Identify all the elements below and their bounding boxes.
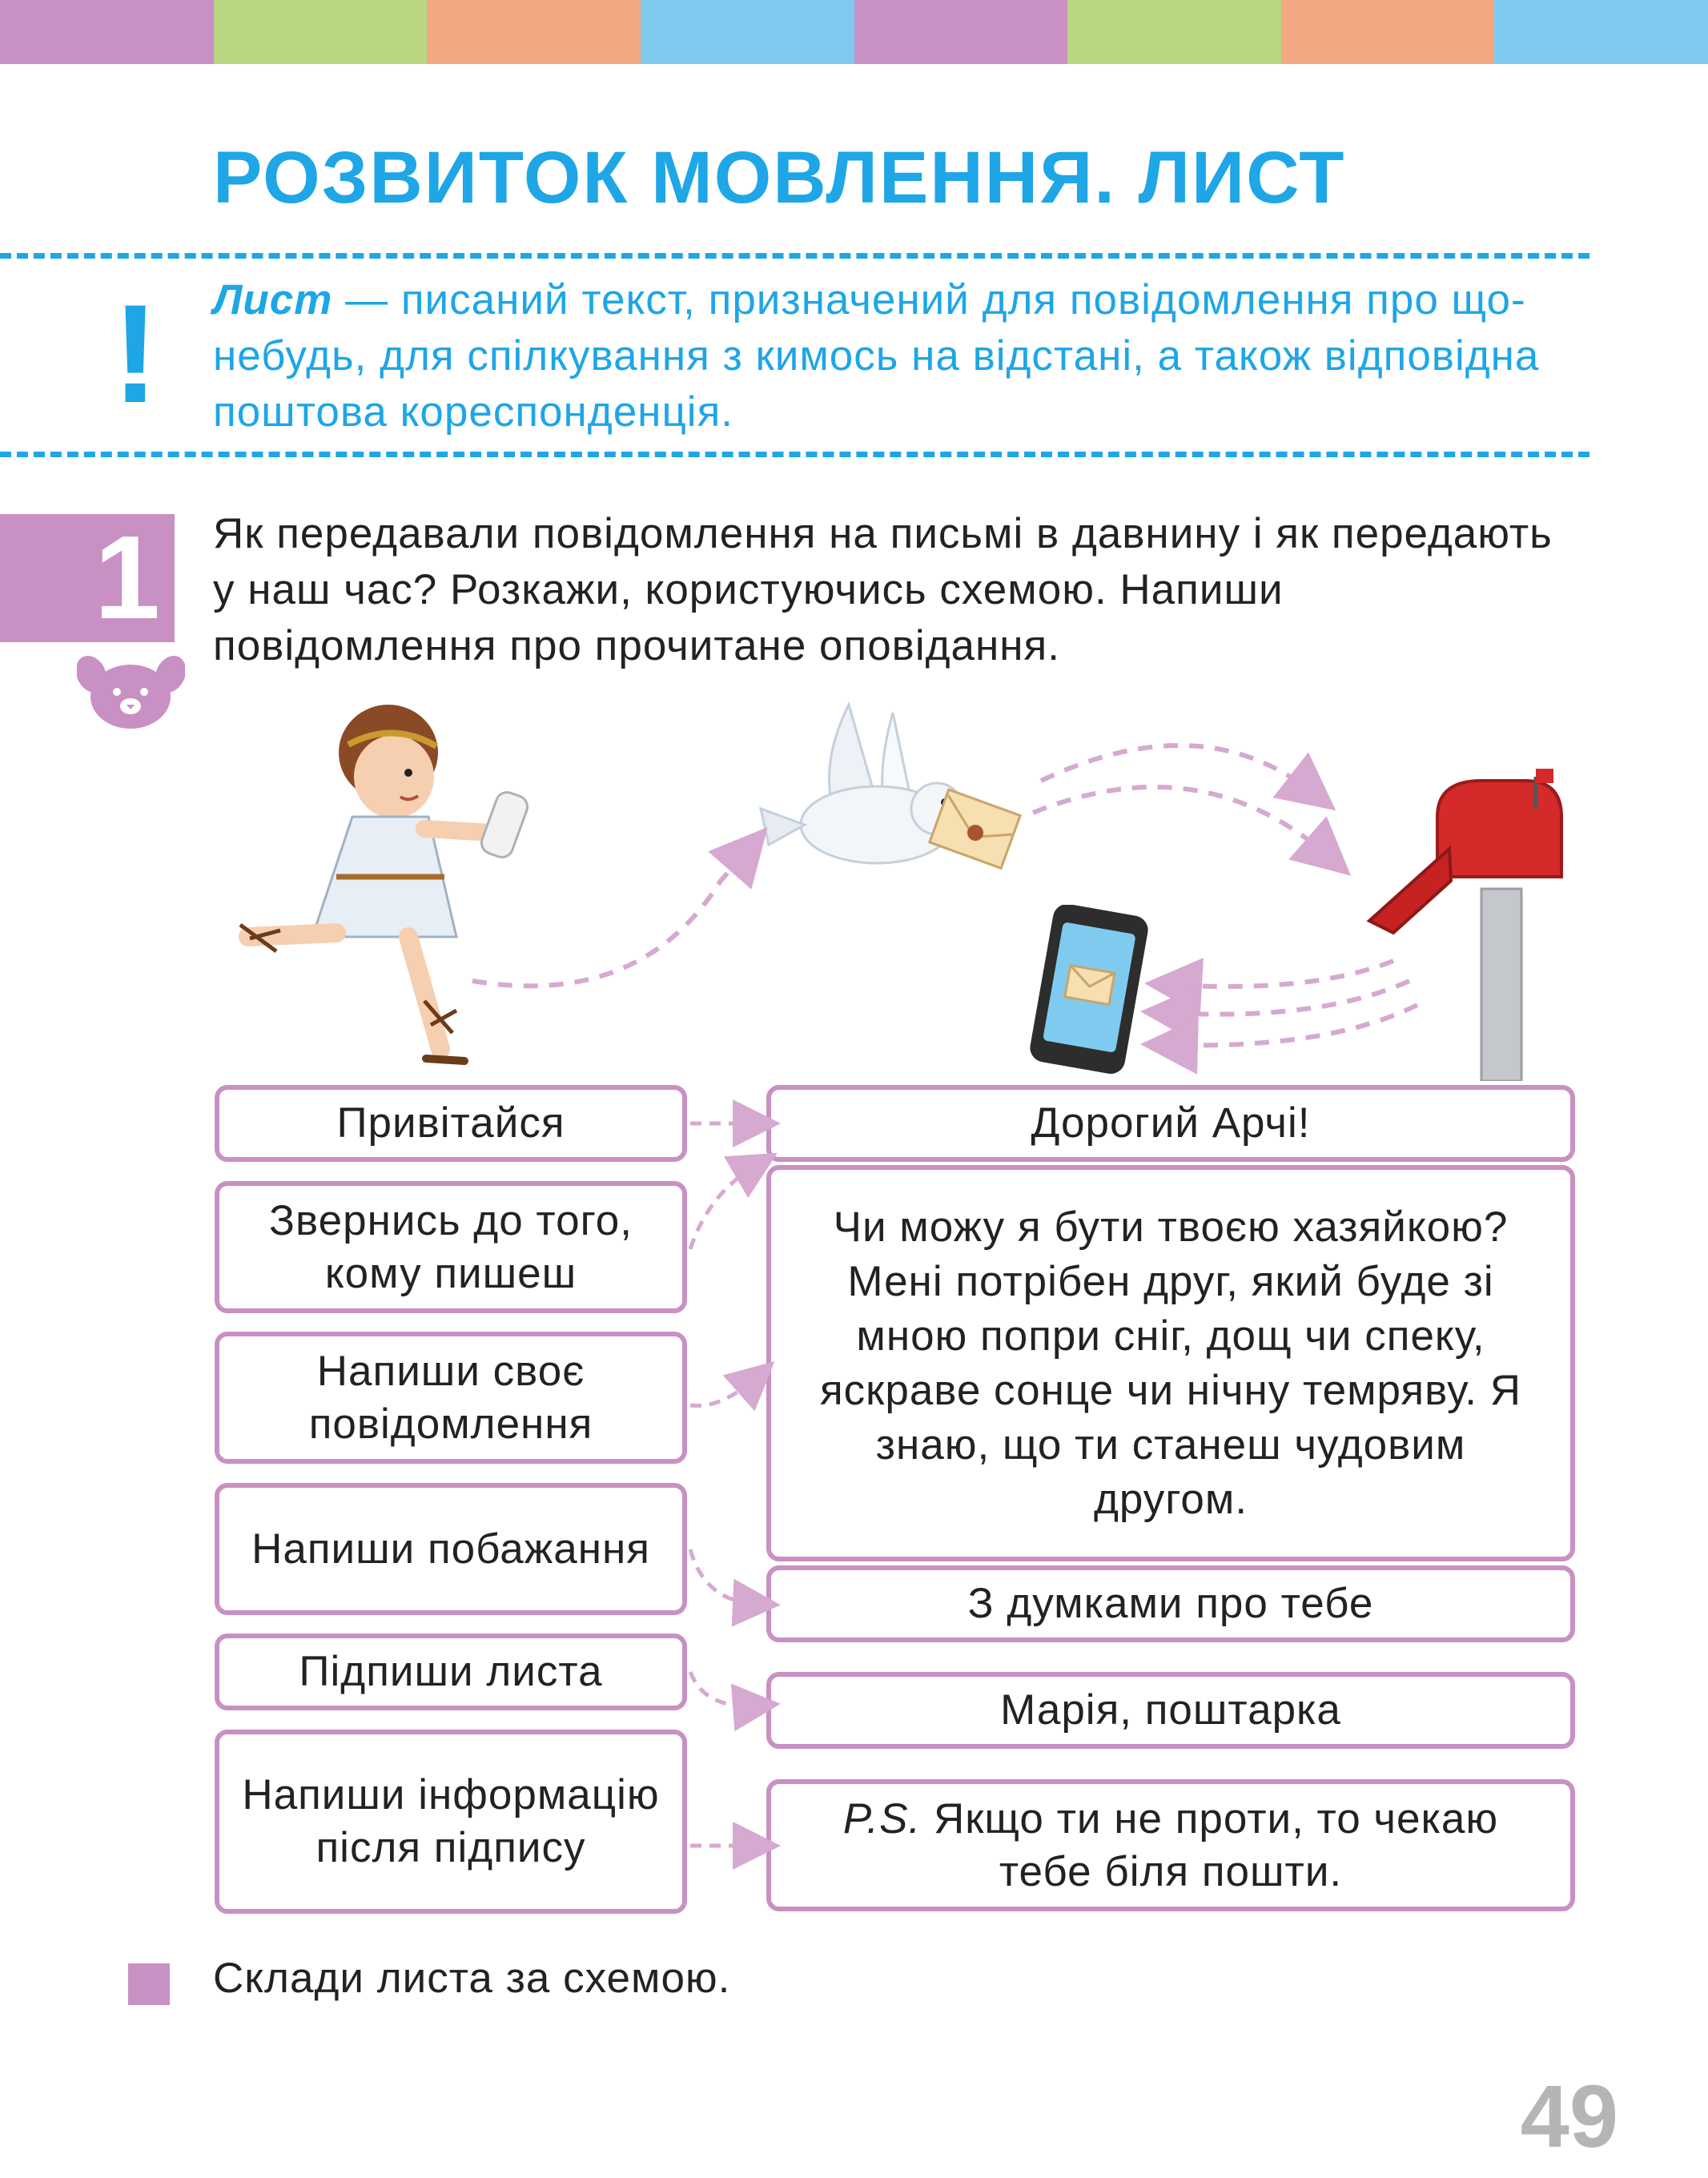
page-number: 49 bbox=[1520, 2067, 1618, 2166]
letter-wish: З думками про тебе bbox=[766, 1565, 1575, 1642]
letter-message: Чи можу я бути твоєю хазяйкою? Мені потрібен друг, який буде зі мною попри сніг, дощ чи спеку, яскраве сонце чи нічну темряву. Я знаю, що ти станеш чудовим другом. bbox=[766, 1165, 1575, 1561]
page-title: РОЗВИТОК МОВЛЕННЯ. ЛИСТ bbox=[213, 137, 1346, 219]
task-text: Як передавали повідомлення на письмі в давнину і як передають у наш час? Розкажи, користуючись схемою. Напиши повідомлення про прочитане оповідання. bbox=[213, 510, 1553, 669]
scheme-step-message: Напиши своє повідомлення bbox=[215, 1332, 687, 1464]
letter-greeting: Дорогий Арчі! bbox=[766, 1085, 1575, 1162]
scheme-step-postscript: Напиши інформацію після підпису bbox=[215, 1730, 687, 1914]
scheme-step-greet: Привітайся bbox=[215, 1085, 687, 1162]
postscript-text: Якщо ти не проти, то чекаю тебе біля пошти. bbox=[921, 1794, 1499, 1895]
task-number-badge: 1 bbox=[0, 514, 175, 642]
rule-term: Лист bbox=[213, 276, 333, 323]
instruction-bullet bbox=[128, 1963, 170, 2005]
scheme-step-wish: Напиши побажання bbox=[215, 1483, 687, 1615]
footer-instruction: Склади листа за схемою. bbox=[213, 1955, 731, 2002]
letter-signature: Марія, поштарка bbox=[766, 1672, 1575, 1749]
rule-definition-text: — писаний текст, призначений для повідомлення про що-небудь, для спілкування з кимось на відстані, а також відповідна поштова кореспонденція. bbox=[213, 276, 1540, 436]
postscript-label: P.S. bbox=[842, 1794, 922, 1842]
scheme-step-sign: Підпиши листа bbox=[215, 1634, 687, 1710]
exclamation-icon: ! bbox=[112, 276, 159, 432]
scheme-step-address: Звернись до того, кому пишеш bbox=[215, 1181, 687, 1313]
